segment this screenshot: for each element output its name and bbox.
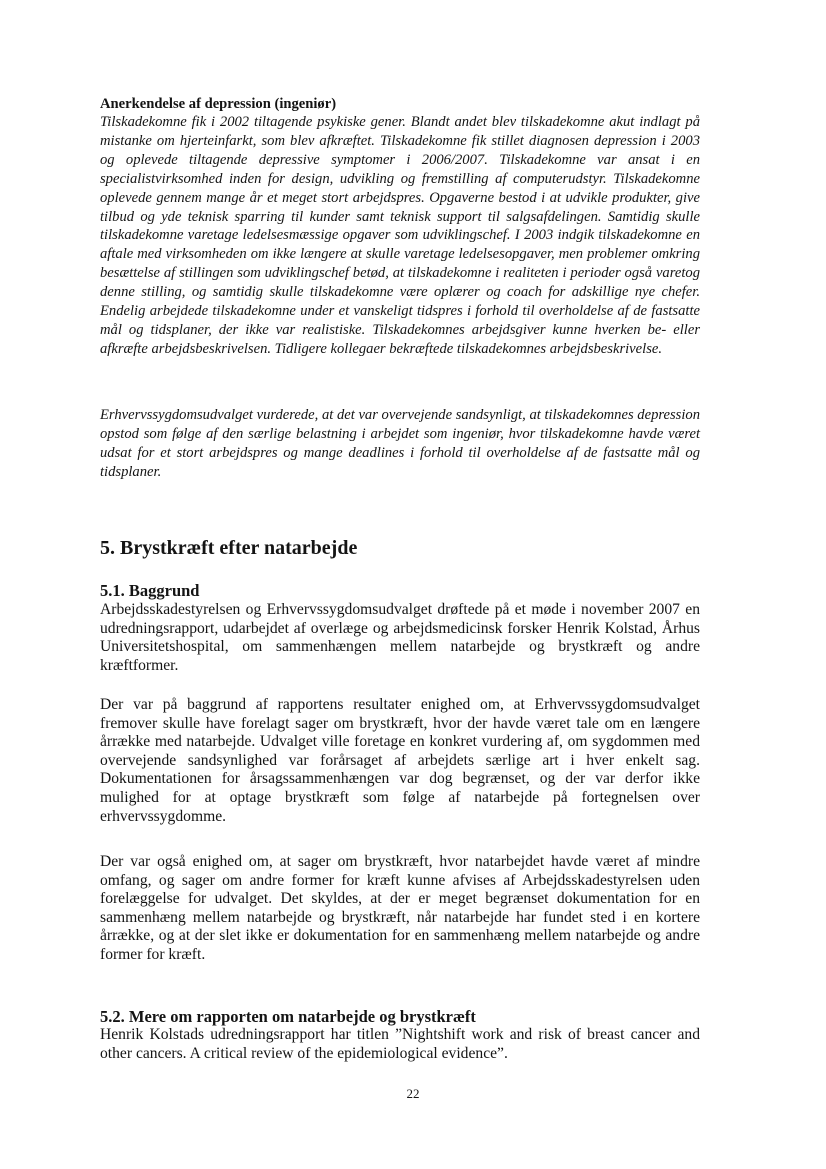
rapport-paragraph-1: Henrik Kolstads udredningsrapport har titlen ”Nightshift work and risk of breast cancer and other cancers. A critical review of the epidemiological evidence”. (100, 1026, 700, 1062)
case-heading: Anerkendelse af depression (ingeniør) (100, 96, 337, 112)
subsection-heading-rapport: 5.2. Mere om rapporten om natarbejde og brystkræft (100, 1007, 476, 1026)
case-paragraph: Tilskadekomne fik i 2002 tiltagende psykiske gener. Blandt andet blev tilskadekomne akut indlagt på mistanke om hjerteinfarkt, som blev afkræftet. Tilskadekomne fik stillet diagnosen depression i 2003 og oplevede tiltagende depressive symptomer i 2006/2007. Tilskadekomne var ansat i en specialistvirksomhed inden for design, udvikling og fremstilling af computerudstyr. Tilskadekomne oplevede gennem mange år et meget stort arbejdspres. Opgaverne bestod i at udvikle produkter, give tilbud og yde teknisk sparring til kunder samt teknisk support til salgsafdelingen. Samtidig skulle tilskadekomne varetage ledelsesmæssige opgaver som udviklingschef. I 2003 indgik tilskadekomne en aftale med virksomheden om ikke længere at skulle varetage ledelsesopgaver, men problemer omkring besættelse af stillingen som udviklingschef betød, at tilskadekomne i realiteten i perioder også varetog denne stilling, og samtidig skulle tilskadekomne være oplærer og coach for adskillige nye chefer. Endelig arbejdede tilskadekomne under et vanskeligt tidspres i forhold til overholdelse af de fastsatte mål og tidsplaner, der ikke var realistiske. Tilskadekomnes arbejdsgiver kunne hverken be- eller afkræfte arbejdsbeskrivelsen. Tidligere kollegaer bekræftede tilskadekomnes arbejdsbeskrivelse. (100, 114, 700, 357)
page-number: 22 (406, 1086, 420, 1101)
section-heading: 5. Brystkræft efter natarbejde (100, 537, 358, 559)
assessment-paragraph: Erhvervssygdomsudvalget vurderede, at det var overvejende sandsynligt, at tilskadekomnes depression opstod som følge af den særlige belastning i arbejdet som ingeniør, hvor tilskadekomne havde været udsat for et stort arbejdspres og mange deadlines i forhold til overholdelse af de fastsatte mål og tidsplaner. (100, 407, 700, 480)
baggrund-paragraph-1: Arbejdsskadestyrelsen og Erhvervssygdomsudvalget drøftede på et møde i november 2007 en udredningsrapport, udarbejdet af overlæge og arbejdsmedicinsk forsker Henrik Kolstad, Århus Universitetshospital, om sammenhængen mellem natarbejde og brystkræft og andre kræftformer. (100, 601, 700, 674)
baggrund-paragraph-2: Der var på baggrund af rapportens resultater enighed om, at Erhvervssygdomsudvalget fremover skulle have forelagt sager om brystkræft, hvor der havde været tale om en længere årrække med natarbejde. Udvalget ville foretage en konkret vurdering af, om sygdommen med overvejende sandsynlighed var forårsaget af arbejdets særlige art i hver enkelt sag. Dokumentationen for årsagssammenhængen var dog begrænset, og der var derfor ikke mulighed for at optage brystkræft som følge af natarbejde på fortegnelsen over erhvervssygdomme. (100, 696, 700, 825)
subsection-heading-baggrund: 5.1. Baggrund (100, 581, 200, 600)
baggrund-paragraph-3: Der var også enighed om, at sager om brystkræft, hvor natarbejdet havde været af mindre omfang, og sager om andre former for kræft kunne afvises af Arbejdsskadestyrelsen uden forelæggelse for udvalget. Det skyldes, at der er meget begrænset dokumentation for en sammenhæng mellem natarbejde og brystkræft, når natarbejde har fundet sted i en kortere årrække, og at der slet ikke er dokumentation for en sammenhæng mellem natarbejde og andre former for kræft. (100, 853, 700, 963)
